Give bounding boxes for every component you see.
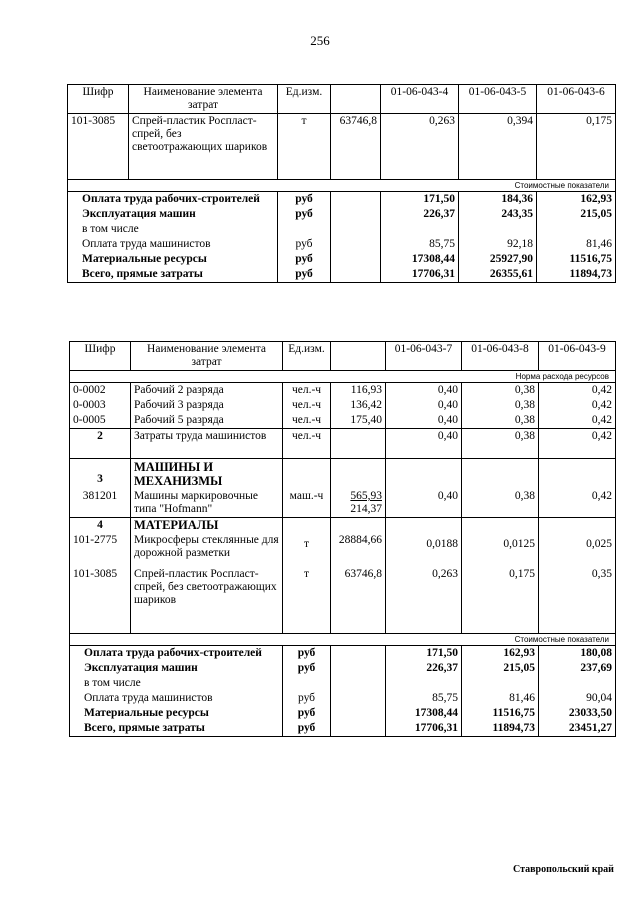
cost-unit: руб	[283, 691, 331, 706]
cost-value-1: 85,75	[381, 237, 459, 252]
row-price	[331, 489, 386, 518]
table-row	[68, 114, 616, 180]
cost-row	[70, 676, 616, 691]
section-label: Стоимостные показатели	[70, 633, 616, 645]
row-value-3: 0,42	[539, 383, 616, 399]
row-unit: чел.-ч	[283, 398, 331, 413]
cost-price	[331, 267, 381, 283]
cost-value-1	[386, 676, 462, 691]
cost-name: Эксплуатация машин	[68, 207, 278, 222]
header-col-2: 01-06-043-8	[462, 342, 539, 371]
row-value-1: 0,0188	[386, 533, 462, 567]
row-name: Спрей-пластик Роспласт-спрей, без светоотражающих шариков	[131, 567, 283, 633]
cost-unit: руб	[283, 721, 331, 737]
cost-value-3: 11516,75	[537, 252, 616, 267]
footer-region: Ставропольский край	[513, 864, 614, 875]
cost-value-2: 92,18	[459, 237, 537, 252]
row-value-1: 0,263	[381, 114, 459, 180]
header-col-2: 01-06-043-5	[459, 85, 537, 114]
row-value-1: 0,40	[386, 489, 462, 518]
cost-price	[331, 661, 386, 676]
row-code: 0-0005	[70, 413, 131, 429]
cost-unit: руб	[283, 661, 331, 676]
table-row	[70, 533, 616, 567]
section-row	[70, 371, 616, 383]
row-unit: т	[283, 567, 331, 633]
table-row	[70, 383, 616, 399]
empty-cell	[331, 518, 386, 534]
group-code: 3	[70, 459, 131, 490]
row-code: 101-3085	[68, 114, 129, 180]
row-unit: т	[278, 114, 331, 180]
header-code: Шифр	[70, 342, 131, 371]
table-row	[70, 567, 616, 633]
header-col-1: 01-06-043-4	[381, 85, 459, 114]
row-price: 116,93	[331, 383, 386, 399]
row-name: Рабочий 3 разряда	[131, 398, 283, 413]
group-name: МАШИНЫ И МЕХАНИЗМЫ	[131, 459, 283, 490]
cost-value-1: 226,37	[386, 661, 462, 676]
row-unit: чел.-ч	[283, 429, 331, 459]
row-value-3: 0,42	[539, 489, 616, 518]
row-value-1: 0,40	[386, 429, 462, 459]
row-value-2: 0,175	[462, 567, 539, 633]
cost-value-1: 17706,31	[386, 721, 462, 737]
table-row	[70, 398, 616, 413]
cost-unit: руб	[278, 267, 331, 283]
row-code: 2	[70, 429, 131, 459]
table-row	[70, 413, 616, 429]
cost-value-3: 162,93	[537, 192, 616, 208]
section-row	[68, 180, 616, 192]
cost-value-3	[539, 676, 616, 691]
empty-cell	[462, 459, 539, 490]
cost-price	[331, 252, 381, 267]
row-value-1: 0,40	[386, 383, 462, 399]
row-value-3: 0,42	[539, 413, 616, 429]
row-code: 381201	[70, 489, 131, 518]
row-unit: чел.-ч	[283, 413, 331, 429]
header-code: Шифр	[68, 85, 129, 114]
page-number: 256	[310, 33, 330, 48]
row-code: 101-3085	[70, 567, 131, 633]
cost-value-2: 25927,90	[459, 252, 537, 267]
cost-value-2: 184,36	[459, 192, 537, 208]
cost-row	[70, 706, 616, 721]
cost-row	[68, 222, 616, 237]
row-value-1: 0,40	[386, 398, 462, 413]
header-col-3: 01-06-043-9	[539, 342, 616, 371]
cost-row	[68, 207, 616, 222]
header-name: Наименование элемента затрат	[129, 85, 278, 114]
row-name: Рабочий 5 разряда	[131, 413, 283, 429]
cost-unit: руб	[283, 706, 331, 721]
row-price: 175,40	[331, 413, 386, 429]
cost-row	[68, 237, 616, 252]
cost-value-2	[459, 222, 537, 237]
group-row	[70, 518, 616, 534]
empty-cell	[539, 459, 616, 490]
empty-cell	[331, 459, 386, 490]
cost-unit: руб	[278, 192, 331, 208]
header-col-1: 01-06-043-7	[386, 342, 462, 371]
cost-unit: руб	[278, 237, 331, 252]
cost-row	[68, 192, 616, 208]
cost-name: Оплата труда рабочих-строителей	[68, 192, 278, 208]
cost-value-3: 81,46	[537, 237, 616, 252]
cost-value-2	[462, 676, 539, 691]
cost-value-2: 215,05	[462, 661, 539, 676]
cost-name: Эксплуатация машин	[70, 661, 283, 676]
cost-price	[331, 237, 381, 252]
row-value-3: 0,42	[539, 398, 616, 413]
cost-price	[331, 706, 386, 721]
cost-value-3	[537, 222, 616, 237]
price-top: 565,93	[350, 490, 382, 502]
cost-price	[331, 192, 381, 208]
cost-value-3: 180,08	[539, 645, 616, 661]
group-row	[70, 459, 616, 490]
cost-price	[331, 721, 386, 737]
row-value-2: 0,38	[462, 383, 539, 399]
row-unit: маш.-ч	[283, 489, 331, 518]
row-code: 0-0003	[70, 398, 131, 413]
empty-cell	[539, 518, 616, 534]
cost-value-3: 23451,27	[539, 721, 616, 737]
cost-row	[70, 645, 616, 661]
row-price: 136,42	[331, 398, 386, 413]
cost-price	[331, 691, 386, 706]
row-price: 63746,8	[331, 567, 386, 633]
cost-value-2: 26355,61	[459, 267, 537, 283]
table-header-row	[68, 85, 616, 114]
empty-cell	[283, 518, 331, 534]
header-unit: Ед.изм.	[278, 85, 331, 114]
cost-value-2: 81,46	[462, 691, 539, 706]
resource-table-2	[69, 341, 616, 737]
cost-value-1: 226,37	[381, 207, 459, 222]
cost-unit	[278, 222, 331, 237]
row-value-2: 0,38	[462, 429, 539, 459]
row-name: Машины маркировочные типа "Hofmann"	[131, 489, 283, 518]
row-price: 63746,8	[331, 114, 381, 180]
cost-name: Материальные ресурсы	[68, 252, 278, 267]
header-price	[331, 85, 381, 114]
cost-row	[70, 721, 616, 737]
section-label: Стоимостные показатели	[68, 180, 616, 192]
header-price	[331, 342, 386, 371]
cost-row	[68, 252, 616, 267]
cost-unit	[283, 676, 331, 691]
row-value-2: 0,38	[462, 489, 539, 518]
section-row	[70, 633, 616, 645]
cost-value-1: 17308,44	[386, 706, 462, 721]
group-code: 4	[70, 518, 131, 534]
cost-value-3: 237,69	[539, 661, 616, 676]
row-name: Микросферы стеклянные для дорожной разметки	[131, 533, 283, 567]
table-row	[70, 429, 616, 459]
row-price: 28884,66	[331, 533, 386, 567]
row-value-2: 0,38	[462, 413, 539, 429]
cost-value-1: 171,50	[381, 192, 459, 208]
row-value-1: 0,263	[386, 567, 462, 633]
row-code: 101-2775	[70, 533, 131, 567]
cost-price	[331, 645, 386, 661]
cost-value-1: 17308,44	[381, 252, 459, 267]
row-price	[331, 429, 386, 459]
cost-value-1: 171,50	[386, 645, 462, 661]
cost-name: Всего, прямые затраты	[70, 721, 283, 737]
cost-value-3: 23033,50	[539, 706, 616, 721]
norm-label: Норма расхода ресурсов	[70, 371, 616, 383]
row-value-3: 0,025	[539, 533, 616, 567]
cost-name: Оплата труда машинистов	[68, 237, 278, 252]
cost-value-3: 90,04	[539, 691, 616, 706]
row-value-3: 0,35	[539, 567, 616, 633]
header-col-3: 01-06-043-6	[537, 85, 616, 114]
empty-cell	[283, 459, 331, 490]
row-unit: чел.-ч	[283, 383, 331, 399]
cost-value-1: 17706,31	[381, 267, 459, 283]
cost-value-3: 215,05	[537, 207, 616, 222]
cost-value-3: 11894,73	[537, 267, 616, 283]
row-value-3: 0,42	[539, 429, 616, 459]
cost-price	[331, 676, 386, 691]
row-name: Затраты труда машинистов	[131, 429, 283, 459]
cost-name: Материальные ресурсы	[70, 706, 283, 721]
cost-row	[70, 691, 616, 706]
row-value-1: 0,40	[386, 413, 462, 429]
empty-cell	[462, 518, 539, 534]
cost-name: в том числе	[68, 222, 278, 237]
row-value-2: 0,38	[462, 398, 539, 413]
row-value-2: 0,394	[459, 114, 537, 180]
cost-name: Всего, прямые затраты	[68, 267, 278, 283]
table-header-row	[70, 342, 616, 371]
cost-price	[331, 222, 381, 237]
row-code: 0-0002	[70, 383, 131, 399]
cost-name: Оплата труда машинистов	[70, 691, 283, 706]
row-name: Рабочий 2 разряда	[131, 383, 283, 399]
table-row	[70, 489, 616, 518]
cost-name: Оплата труда рабочих-строителей	[70, 645, 283, 661]
cost-unit: руб	[283, 645, 331, 661]
header-unit: Ед.изм.	[283, 342, 331, 371]
cost-value-1	[381, 222, 459, 237]
cost-value-2: 243,35	[459, 207, 537, 222]
row-name: Спрей-пластик Роспласт-спрей, без светоотражающих шариков	[129, 114, 278, 180]
cost-value-2: 162,93	[462, 645, 539, 661]
resource-table-1	[67, 84, 616, 283]
row-value-2: 0,0125	[462, 533, 539, 567]
group-name: МАТЕРИАЛЫ	[131, 518, 283, 534]
row-unit: т	[283, 533, 331, 567]
cost-value-2: 11516,75	[462, 706, 539, 721]
cost-unit: руб	[278, 252, 331, 267]
cost-unit: руб	[278, 207, 331, 222]
cost-name: в том числе	[70, 676, 283, 691]
empty-cell	[386, 518, 462, 534]
row-value-3: 0,175	[537, 114, 616, 180]
empty-cell	[386, 459, 462, 490]
header-name: Наименование элемента затрат	[131, 342, 283, 371]
cost-value-2: 11894,73	[462, 721, 539, 737]
cost-row	[70, 661, 616, 676]
cost-value-1: 85,75	[386, 691, 462, 706]
price-bottom: 214,37	[350, 503, 382, 515]
cost-row	[68, 267, 616, 283]
cost-price	[331, 207, 381, 222]
